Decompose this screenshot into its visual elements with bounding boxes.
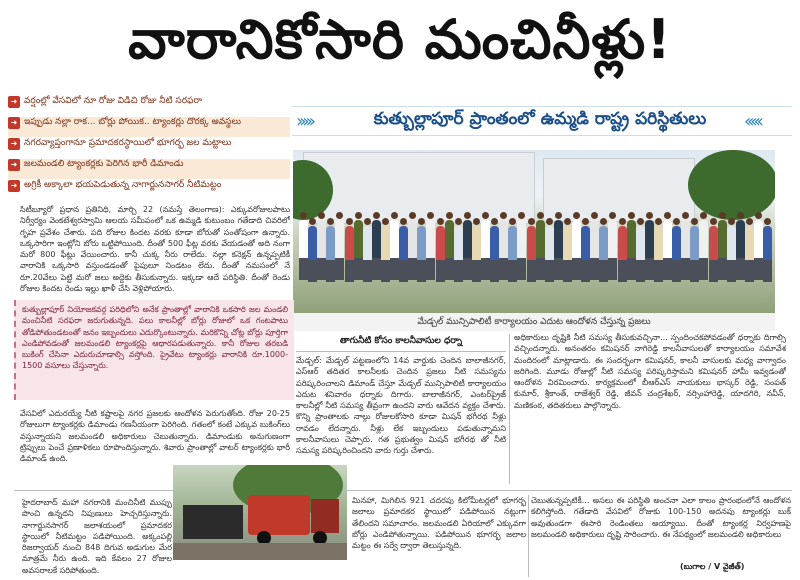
crowd-person <box>326 226 335 282</box>
crowd-person <box>618 226 627 282</box>
crowd-person <box>299 220 308 280</box>
crowd-person <box>426 220 435 280</box>
crowd-head <box>564 218 571 225</box>
crowd-person <box>654 226 663 282</box>
crowd-head <box>455 218 462 225</box>
crowd-head <box>600 218 607 225</box>
crowd-person <box>436 226 445 282</box>
photo-credit: (బుగాల / V వైజీత్) <box>680 562 745 571</box>
arrow-icon: ➜ <box>8 117 20 129</box>
divider <box>346 490 792 491</box>
crowd-person <box>481 220 490 280</box>
arrow-icon: ➜ <box>8 180 20 192</box>
crowd-person <box>636 226 645 282</box>
crowd-head <box>355 212 362 219</box>
article-paragraph: అధికారులు దృష్టికి నీటి సమస్య తీసుకువచ్చినా... స్పందించకపోవడంతో ధర్నాకు దిగాల్సి వచ్చిందన్నారు. అనంతరం కమిషనర్ నాగిరెడ్డి కాలనీవాసులతో కార్యాలయం సమావేశ మందిరంలో మాట్లాడారు. ఈ సందర్భంగా కమిషనర్, కాలనీ వాసులకు మధ్య వాగ్వాదం జరిగింది. మూడు రోజుల్లో నీటి సమస్య పరిష్కరిస్తామని కమిషనర్ హామీ ఇవ్వడంతో ఆందోళన విరమించారు. కార్యక్రమంలో బీఆర్ఎస్ నాయకులు భాస్కర్ రెడ్డి, సంపత్ కుమార్, శ్రీకాంత్, రాజేశ్వర్ రెడ్డి, జీవన్ చంద్రశేఖర్, నర్సింహారెడ్డి, యాదగిరి, నవీన్, మణికంఠ, తదితరులు పాల్గొన్నారు. <box>514 333 786 410</box>
crowd-person <box>499 220 508 280</box>
crowd-head <box>664 212 671 219</box>
crowd-head <box>373 212 380 219</box>
crowd-head <box>391 212 398 219</box>
crowd-person <box>690 226 699 282</box>
crowd-person <box>408 220 417 280</box>
crowd-person <box>745 226 754 282</box>
divider <box>14 490 174 491</box>
crowd-head <box>546 218 553 225</box>
crowd-person <box>645 220 654 280</box>
crowd-head <box>537 212 544 219</box>
crowd-person <box>563 226 572 282</box>
banner-title: కుత్బుల్లాపూర్ ప్రాంతంలో ఉమ్మడి రాష్ట్ర పరిస్థితులు <box>373 109 707 129</box>
crowd-person <box>508 226 517 282</box>
crowd-person <box>736 220 745 280</box>
crowd-person <box>536 220 545 280</box>
crowd-head <box>646 212 653 219</box>
crowd-head <box>746 218 753 225</box>
crowd-head <box>728 218 735 225</box>
crowd-head <box>737 212 744 219</box>
crowd-person <box>345 226 354 282</box>
crowd-person <box>627 220 636 280</box>
bullet-item: ➜ జలమండలి ట్యాంకర్లకు పెరిగిన భారీ డిమాండు <box>8 159 290 179</box>
crowd-person <box>472 226 481 282</box>
crowd-person <box>445 220 454 280</box>
bullet-item: ➜ వర్షంల్లో వేసవిలో నూ రోజు విడిచి రోజు నీటి సరఫరా <box>8 96 290 116</box>
crowd-person <box>417 226 426 282</box>
crowd-head <box>364 218 371 225</box>
photo-caption: మేడ్చల్ మున్సిపాలిటీ కార్యాలయం ఎదుట ఆందోళన చేస్తున్న ప్రజలు <box>293 313 775 331</box>
arrow-icon: ➜ <box>8 159 20 171</box>
crowd-person <box>554 220 563 280</box>
article-column <box>296 336 506 503</box>
crowd-head <box>582 218 589 225</box>
crowd-head <box>346 218 353 225</box>
crowd-person <box>517 220 526 280</box>
crowd-head <box>619 218 626 225</box>
bullet-item: ➜ నగరవ్యాప్తంగానూ ప్రమాదకరస్థాయిలో భూగర్భ జల మట్టాలు <box>8 138 290 158</box>
section-banner <box>292 106 792 136</box>
crowd-person <box>527 226 536 282</box>
crowd-head <box>382 218 389 225</box>
crowd-person <box>335 220 344 280</box>
crowd-person <box>599 226 608 282</box>
crowd-head <box>482 212 489 219</box>
crowd-head <box>464 212 471 219</box>
crowd-head <box>446 212 453 219</box>
crowd-head <box>700 212 707 219</box>
crowd-person <box>754 220 763 280</box>
crowd-person <box>372 220 381 280</box>
crowd-person <box>390 220 399 280</box>
arrow-icon: ➜ <box>8 138 20 150</box>
crowd-person <box>381 226 390 282</box>
crowd-person <box>317 220 326 280</box>
crowd-person <box>463 220 472 280</box>
article-subheading: తాగునీటి కోసం కాలనీవాసుల ధర్నా <box>339 336 463 346</box>
headline: వారానికోసారి మంచినీళ్లు! <box>128 8 672 71</box>
crowd-person <box>608 220 617 280</box>
article-paragraph: సిటీబ్యూరో ప్రధాన ప్రతినిధి, మార్చి 22 (నమస్తే తెలంగాణ): ఎక్కువరోజులపాటు నిర్వీర్యం వెంకటేశ్వరస్వామి ఆలయ సమీపంలో ఒక ఉమ్మడి కుటుంబం గతేడాది చివరిలో గృహ ప్రవేశం చేశారు. పది రోజుల కిందట వరకు కూడా బోరుతో సంతోషంగా ఉన్నారు. ఒక్కసారిగా ఇంట్లోని బోరు ఒట్టిపోయింది. దీంతో 500 ఫీట్ల వరకు వేయడంతో అది నంగా మరో 800 ఫీట్లు వేయించారు. కానీ చుక్క నీరు రాలేదు. నల్లా కనెక్షన్ ఉన్నప్పటికీ వారానికి ఒక్కసారి వస్తుండడంతో పైపులూ నిండటం లేదు. దీంతో నమసంలో నే రూ.20వేలు పెట్టి మరో జలు అద్దెకు తీసుకున్నారు. ఇక్కడా ఆదే పరిస్థితి. దీంతో రెండు రోజుల కిందట రెండు ఇల్లు ఖాళీ చేసి వెళ్లిపోయారు. <box>20 205 290 294</box>
bullet-item: ➜ ఇప్పుడు నల్లా రాక... బోర్లు పోయిక.. ట్యాంకర్లు దొరక్క అవస్థలు <box>8 117 290 137</box>
crowd-person <box>709 226 718 282</box>
crowd-person <box>354 220 363 280</box>
crowd-person <box>545 226 554 282</box>
column-divider <box>528 495 529 577</box>
bullet-item: ➜ అగ్రికీ అక్కాలా భయపెడుతున్న నాగార్జునసాగర్ నీటిమట్టం <box>8 180 290 200</box>
crowd-head <box>755 212 762 219</box>
crowd-head <box>437 218 444 225</box>
crowd-head <box>528 218 535 225</box>
article-paragraph: మినహా, మిగిలిన 921 చదరపు కిలోమీటర్లలో భూగర్భ జలాలు ప్రమాదకర స్థాయిలో పడిపోయిన నట్లుగా తేలిందని సమాచారం. జలమండలి ఏరియాలో ఎక్కువగా బోర్లు ఎండిపోతున్నాయి. పడిపోయిన భూగర్భ జలాల మట్టం ఈ సర్వే ద్వారా తెలుస్తున్నది. <box>352 496 526 551</box>
crowd-person <box>490 226 499 282</box>
crowd-person <box>699 220 708 280</box>
crowd-person <box>399 226 408 282</box>
highlight-box <box>14 300 294 400</box>
crowd-person <box>718 220 727 280</box>
crowd-head <box>710 218 717 225</box>
article-paragraph: మేడ్చల్: మేడ్చల్ పట్టణంలోని 14వ వార్డుకు చెందిన బాలాజీనగర్, ఎస్ఆర్ తదితర కాలనీలకు చెందిన ప్రజలు నీటి సమస్యను పరిష్కరించాలని డిమాండ్ చేస్తూ మేడ్చల్ మున్సిపాలిటీ కార్యాలయం ఎదుట శనివారం ధర్నాకు దిగారు. బాలాజీనగర్, ఎంటర్‌ప్రైజ్ కాలనీల్లో నీటి సమస్య తీవ్రంగా ఉందని వారు ఆవేదన వ్యక్తం చేశారు. కొన్ని ప్రాంతాలకు నాల్గు రోజులకోసారి కూడా మిషన్ భగీరథ నీళ్లు రావడం లేదన్నారు. నీళ్లు లేక ఇబ్బందులు పడుతున్నామని కాలనీవాసులు చెప్పారు. గత ప్రభుత్వం మిషన్ భగీరథ తో నీటి సమస్య పరిష్కరించిందని వారు గుర్తు చేశారు. <box>296 356 506 456</box>
crowd-head <box>473 218 480 225</box>
crowd-person <box>572 220 581 280</box>
crowd-head <box>719 212 726 219</box>
crowd-head <box>637 218 644 225</box>
bullet-list <box>8 96 290 201</box>
crowd-head <box>573 212 580 219</box>
chevron-right-icon: ››››› <box>296 111 312 132</box>
crowd-head <box>764 218 771 225</box>
crowd-head <box>628 212 635 219</box>
crowd-person <box>363 226 372 282</box>
crowd-person <box>590 220 599 280</box>
highlight-paragraph: కుత్బుల్లాపూర్ నియోజకవర్గ పరిధిలోని అనేక ప్రాంతాల్లో వారానికి ఒకసారి జల మండలి మంచినీటి సరఫరా జరుగుతున్నది. పలు కాలనీల్లో బోర్లు రోజులో ఒక గంటపాటు తోడిపోతుండటంతో జనం ఇబ్బందులు ఎదుర్కొంటున్నారు. మరికొన్ని చోట్ల బోర్లు పూర్తిగా ఎండిపోవడంతో జలమండలి ట్యాంకర్లపై ఆధారపడుతున్నారు. కానీ రోజుల తరబడి బుకింగ్ చేసినా ఎదురుచూడాల్సి వస్తోంది. ప్రైవేటు ట్యాంకర్లు వారానికి రూ.1000-1500 వసూలు చేస్తున్నారు. <box>22 305 288 371</box>
article-paragraph: వేసవిలో ఎదురయ్యే నీటి కష్టాలపై నగర ప్రజలకు ఆందోళన పెరుగుతోంది. రోజు 20-25 రోజులుగా ట్యాంకర్లకు డిమాండు గణనీయంగా పెరిగింది. గతంలో కంటే ఎక్కువ బుకింగ్‌లు వస్తున్నాయని జలమండలి అధికారులు చెబుతున్నారు. డిమాండుకు అనుగుణంగా ట్రిప్పులు పెంచే ప్రణాళికలు రూపొందిస్తున్నారు. శివారు ప్రాంతాల్లో వాటర్ ట్యాంకర్లకు భారీ డిమాండ్ ఉంది. <box>20 409 290 464</box>
crowd-person <box>681 220 690 280</box>
crowd-head <box>691 218 698 225</box>
article-paragraph: చెబుతున్నప్పటికీ... అసలు ఈ పరిస్థితి అంచనా ఎలా కాలం ప్రారంభంలోనే ఆందోళన కలిగిస్తోంది. గతేడాది వేసవిలో రోజుకు 100-150 అదనపు ట్యాంకర్లు బుక్ అవుతుండగా ఈసారి రెండింతలు అయ్యాయి. దీంతో ట్యాంకర్ల నిర్వహణపై జలమండలి అధికారులు దృష్టి సారించారు. ఈ నేపథ్యంలో జలమండలి అధికారులు <box>531 496 791 539</box>
crowd-head <box>555 212 562 219</box>
crowd-person <box>663 220 672 280</box>
chevron-left-icon: ‹‹‹‹‹ <box>744 111 760 132</box>
crowd-person <box>454 226 463 282</box>
crowd-person <box>763 226 772 282</box>
crowd-person <box>308 226 317 282</box>
article-paragraph: హైదరాబాద్ మహా నగరానికి మంచినీటి ముప్పు పొంచి ఉన్నదని నిపుణులు హెచ్చరిస్తున్నారు. నాగార్జునసాగర్ జలాశయంలో ప్రమాదకర స్థాయిలో నీటిమట్టం పడిపోయింది. అక్కంపల్లి రిజర్వాయర్ నుంచి 848 దిగువ అడుగుల మేర మాత్రమే నీరు ఉంది. ఇది కేవలం 27 రోజుల అవసరాలకే సరిపోతుంది. <box>22 498 172 575</box>
arrow-icon: ➜ <box>8 96 20 108</box>
column-divider <box>509 334 510 484</box>
crowd-person <box>727 226 736 282</box>
news-photo-protest <box>293 150 775 313</box>
crowd-head <box>300 212 307 219</box>
crowd-person <box>581 226 590 282</box>
crowd-person <box>672 226 681 282</box>
crowd-head <box>655 218 662 225</box>
crowd-head <box>673 218 680 225</box>
